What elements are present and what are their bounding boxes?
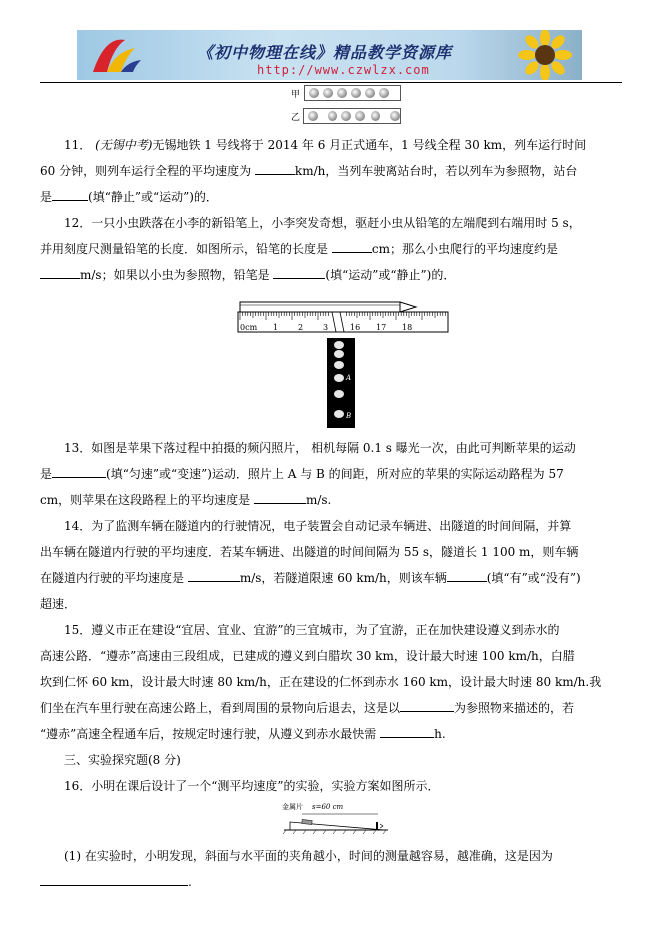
- ruler-tick-label: 1: [273, 323, 279, 332]
- strobe-photo: [327, 338, 355, 428]
- dot: [379, 88, 389, 98]
- apple-image: [334, 341, 344, 349]
- question-15-line4: 们坐在汽车里行驶在高速公路上，看到周围的景物向后退去，这是以 为参照物来描述的，若: [40, 701, 575, 715]
- ruler-tick-label: 16: [350, 323, 361, 332]
- answer-blank[interactable]: [52, 465, 106, 478]
- answer-blank[interactable]: [40, 266, 80, 279]
- question-13-line3: cm，则苹果在这段路程上的平均速度是 m/s.: [40, 493, 332, 507]
- header-banner: [77, 30, 582, 80]
- ruler-tick-label: 3: [323, 323, 329, 332]
- dot: [351, 88, 361, 98]
- apple-image: [334, 361, 344, 369]
- question-14: 14．为了监测车辆在隧道内的行驶情况，电子装置会自动记录车辆进、出隧道的时间间隔，并算: [64, 519, 572, 533]
- question-15-line2: 高速公路．“遵赤”高速由三段组成，已建成的遵义到白腊坎 30 km，设计最大时速 100 km/h，白腊: [40, 649, 575, 663]
- figure-label-jia: 甲: [291, 89, 301, 100]
- ruler-tick-label: 0cm: [240, 323, 258, 332]
- question-15: 15．遵义市正在建设“宜居、宜业、宜游”的三宜城市，为了宜游，正在加快建设遵义到赤水的: [64, 623, 560, 637]
- dot: [365, 88, 375, 98]
- dot: [308, 111, 318, 121]
- figure-row-yi: [291, 108, 401, 124]
- ruler-tick-label: 17: [376, 323, 387, 332]
- question-12-line3: m/s；如果以小虫为参照物，铅笔是 (填“运动”或“静止”)的．: [40, 262, 624, 288]
- fig-label-distance: s=60 cm: [312, 803, 344, 811]
- answer-blank[interactable]: [332, 240, 372, 253]
- figure-label-yi: 乙: [291, 112, 301, 123]
- answer-blank[interactable]: [447, 569, 487, 582]
- logo-icon: [85, 34, 145, 76]
- question-13: 13．如图是苹果下落过程中拍摄的频闪照片， 相机每隔 0.1 s 曝光一次，由此可判断苹果的运动: [64, 441, 576, 455]
- answer-blank[interactable]: [52, 188, 88, 201]
- ruler-tick-label: 18: [402, 323, 413, 332]
- question-14-line4: 超速．: [40, 597, 77, 611]
- dot: [309, 88, 319, 98]
- dot: [355, 111, 365, 121]
- sunflower-icon: [514, 30, 576, 80]
- question-14-line3: 在隧道内行驶的平均速度是 m/s，若隧道限速 60 km/h，则该车辆 (填“有”或“没有”): [40, 571, 581, 585]
- question-14-line2: 出车辆在隧道内行驶的平均速度．若某车辆进、出隧道的时间间隔为 55 s，隧道长 1 100 m，则车辆: [40, 545, 579, 559]
- fig-label-metal: 金属片: [282, 803, 303, 811]
- question-12: 12．一只小虫跌落在小李的新铅笔上，小李突发奇想，驱赶小虫从铅笔的左端爬到右端用时 5 s，: [64, 216, 581, 230]
- photo-label-b: B: [346, 412, 352, 420]
- dot: [337, 88, 347, 98]
- question-16-sub1: (1) 在实验时，小明发现，斜面与水平面的夹角越小，时间的测量越容易，越准确，这是因为: [64, 849, 553, 863]
- question-11: 11． (无锡中考)无锡地铁 1 号线将于 2014 年 6 月正式通车，1 号线全程 30 km，列车运行时间: [64, 138, 587, 152]
- question-16-sub1-line2: .: [40, 869, 624, 895]
- dot: [341, 111, 351, 121]
- question-11-line3: 是 (填“静止”或“运动”)的．: [40, 190, 218, 204]
- question-16: 16．小明在课后设计了一个“测平均速度”的实验，实验方案如图所示．: [64, 779, 440, 793]
- answer-blank[interactable]: [380, 725, 434, 738]
- question-source: (无锡中考): [95, 138, 153, 152]
- answer-blank[interactable]: [400, 699, 454, 712]
- answer-blank[interactable]: [273, 266, 325, 279]
- apple-image: [334, 350, 344, 358]
- question-15-line5: “遵赤”高速全程通车后，按规定时速行驶，从遵义到赤水最快需 h.: [40, 727, 446, 741]
- metal-plate: [376, 822, 378, 830]
- question-13-line2: 是 (填“匀速”或“变速”)运动．照片上 A 与 B 的间距，所对应的苹果的实际运动路程为 57: [40, 467, 564, 481]
- dot: [390, 111, 400, 121]
- answer-blank[interactable]: [40, 873, 188, 886]
- question-15-line3: 坎到仁怀 60 km，设计最大时速 80 km/h，正在建设的仁怀到赤水 160 km，设计最大时速 80 km/h.我: [40, 675, 602, 689]
- ruler-tick-label: 2: [298, 323, 304, 332]
- apple-image: [334, 374, 344, 382]
- dot: [328, 111, 338, 121]
- figure-row-jia: [291, 85, 401, 101]
- question-12-line2: 并用刻度尺测量铅笔的长度．如图所示，铅笔的长度是 cm；那么小虫爬行的平均速度约是: [40, 242, 558, 256]
- photo-label-a: A: [346, 374, 352, 382]
- answer-blank[interactable]: [188, 569, 240, 582]
- answer-blank[interactable]: [255, 162, 295, 175]
- ruler-pencil-figure: [236, 292, 456, 334]
- section-title: 三、实验探究题(8 分): [64, 753, 181, 767]
- dot: [323, 88, 333, 98]
- header-divider: [40, 82, 622, 83]
- cart-icon: [302, 820, 312, 825]
- incline-figure: [280, 800, 390, 836]
- question-11-line2: 60 分钟，则列车运行全程的平均速度为 km/h，当列车驶离站台时，若以列车为参照物，站台: [40, 164, 578, 178]
- answer-blank[interactable]: [254, 491, 306, 504]
- banner-url: http://www.czwlzx.com: [257, 63, 430, 77]
- banner-title: 《初中物理在线》精品教学资源库: [197, 43, 453, 62]
- apple-image: [334, 390, 344, 398]
- apple-image: [334, 410, 344, 418]
- dot-strip-jia: [304, 85, 401, 101]
- dot-strip-yi: [303, 108, 401, 124]
- dot: [371, 111, 381, 121]
